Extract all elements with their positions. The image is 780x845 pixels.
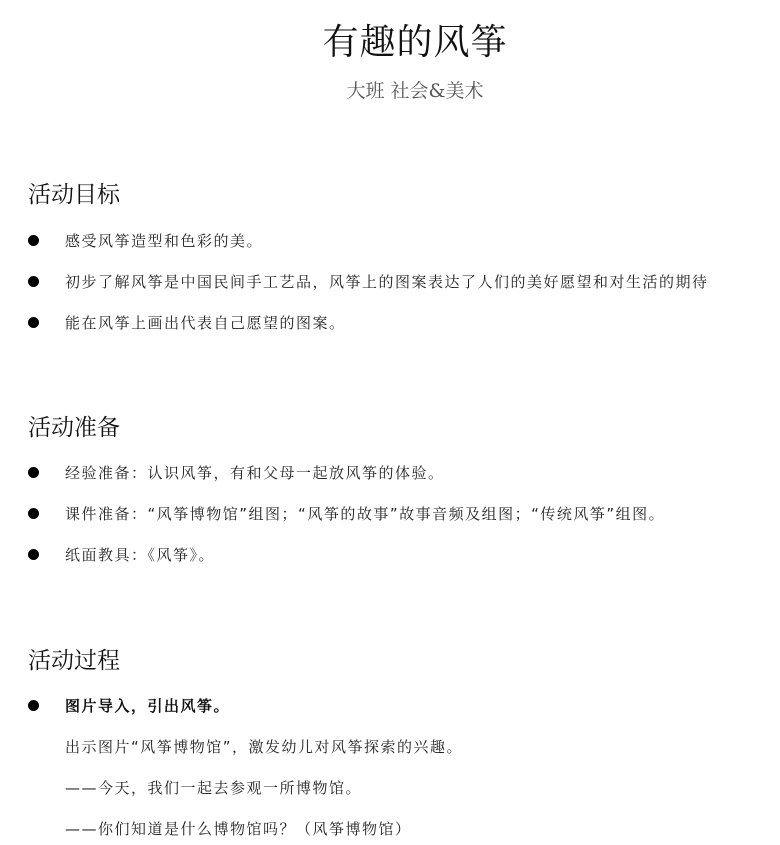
goal-item-text: 感受风筝造型和色彩的美。 [65, 232, 264, 250]
preparation-item-text: 纸面教具：《风筝》。 [65, 546, 216, 564]
process-paragraph: 出示图片“风筝博物馆”，激发幼儿对风筝探索的兴趣。 [65, 738, 464, 756]
section-heading-goals: 活动目标 [28, 182, 120, 208]
document-subtitle: 大班 社会&美术 [346, 80, 484, 102]
list-item [28, 270, 780, 294]
section-heading-process: 活动过程 [28, 648, 120, 674]
bullet-icon [28, 508, 39, 519]
document-title: 有趣的风筝 [322, 22, 508, 63]
bullet-icon [28, 467, 39, 478]
bullet-icon [28, 700, 39, 711]
preparation-item-text: 课件准备：“风筝博物馆”组图；“风筝的故事”故事音频及组图；“传统风筝”组图。 [65, 505, 666, 523]
bullet-icon [28, 276, 39, 287]
bullet-icon [28, 317, 39, 328]
process-paragraph: ——今天，我们一起去参观一所博物馆。 [65, 779, 363, 797]
goal-item-text: 初步了解风筝是中国民间手工艺品，风筝上的图案表达了人们的美好愿望和对生活的期待 [65, 273, 709, 291]
list-item [28, 694, 780, 718]
process-paragraph: ——你们知道是什么博物馆吗？（风筝博物馆） [65, 820, 412, 838]
bullet-icon [28, 235, 39, 246]
list-item [28, 229, 780, 253]
bullet-icon [28, 549, 39, 560]
goal-item-text: 能在风筝上画出代表自己愿望的图案。 [65, 314, 346, 332]
list-item [28, 543, 780, 567]
list-item [28, 311, 780, 335]
process-step-title: 图片导入，引出风筝。 [65, 697, 231, 715]
list-item [28, 461, 780, 485]
list-item [28, 502, 780, 526]
section-heading-preparation: 活动准备 [28, 415, 120, 441]
preparation-item-text: 经验准备：认识风筝，有和父母一起放风筝的体验。 [65, 464, 445, 482]
